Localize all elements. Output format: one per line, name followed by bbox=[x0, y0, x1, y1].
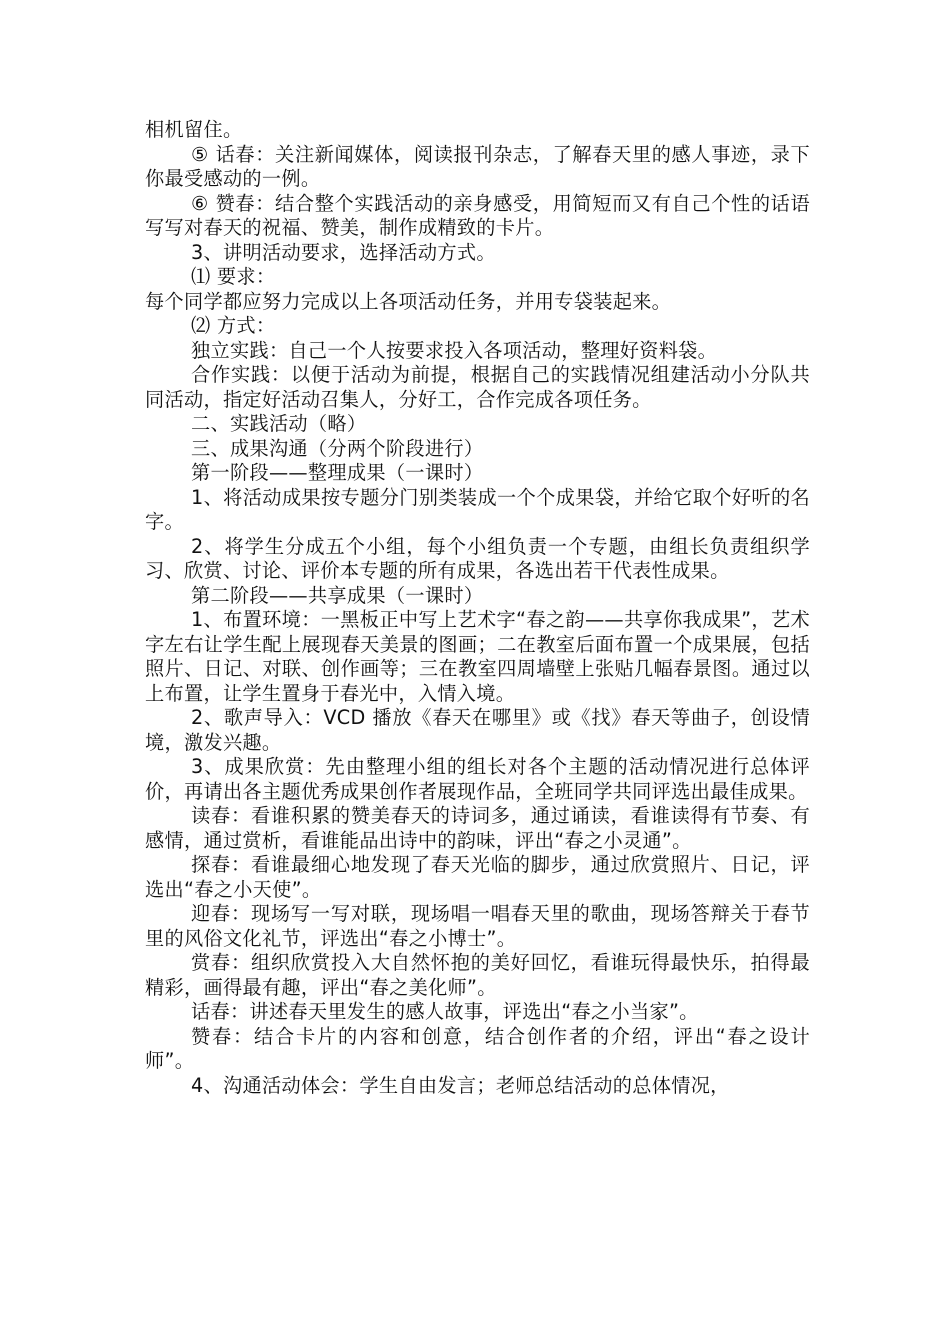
paragraph: 迎春：现场写一写对联，现场唱一唱春天里的歌曲，现场答辩关于春节里的风俗文化礼节，评选出“春之小博士”。 bbox=[145, 902, 810, 950]
paragraph: 1、将活动成果按专题分门别类装成一个个成果袋，并给它取个好听的名字。 bbox=[145, 485, 810, 533]
paragraph: 3、讲明活动要求，选择活动方式。 bbox=[191, 240, 496, 264]
paragraph: 每个同学都应努力完成以上各项活动任务，并用专袋装起来。 bbox=[145, 289, 672, 313]
paragraph: 2、歌声导入：VCD 播放《春天在哪里》或《找》春天等曲子，创设情境，激发兴趣。 bbox=[145, 706, 810, 754]
paragraph: 独立实践：自己一个人按要求投入各项活动，整理好资料袋。 bbox=[191, 338, 718, 362]
paragraph: 读春：看谁积累的赞美春天的诗词多，通过诵读，看谁读得有节奏、有感情，通过赏析，看谁能品出诗中的韵味，评出“春之小灵通”。 bbox=[145, 804, 810, 852]
paragraph: 1、布置环境：一黑板正中写上艺术字“春之韵——共享你我成果”，艺术字左右让学生配上展现春天美景的图画；二在教室后面布置一个成果展，包括照片、日记、对联、创作画等；三在教室四周墙壁上张贴几幅春景图。通过以上布置，让学生置身于春光中，入情入境。 bbox=[145, 608, 810, 705]
paragraph: ⑴ 要求： bbox=[191, 265, 276, 288]
section-heading: 二、实践活动（略） bbox=[191, 412, 367, 435]
paragraph: 探春：看谁最细心地发现了春天光临的脚步，通过欣赏照片、日记，评选出“春之小天使”。 bbox=[145, 853, 810, 901]
paragraph: ⑥ 赞春：结合整个实践活动的亲身感受，用简短而又有自己个性的话语写写对春天的祝福、赞美，制作成精致的卡片。 bbox=[145, 191, 810, 239]
paragraph: 相机留住。 bbox=[145, 118, 243, 141]
paragraph: 话春：讲述春天里发生的感人故事，评选出“春之小当家”。 bbox=[191, 1000, 699, 1023]
paragraph: 3、成果欣赏：先由整理小组的组长对各个主题的活动情况进行总体评价，再请出各主题优秀成果创作者展现作品，全班同学共同评选出最佳成果。 bbox=[145, 755, 810, 803]
paragraph: 合作实践：以便于活动为前提，根据自己的实践情况组建活动小分队共同活动，指定好活动召集人，分好工，合作完成各项任务。 bbox=[145, 363, 810, 411]
document-body bbox=[145, 118, 810, 1098]
paragraph: ⑤ 话春：关注新闻媒体，阅读报刊杂志，了解春天里的感人事迹，录下你最受感动的一例。 bbox=[145, 142, 810, 190]
stage-heading: 第一阶段——整理成果（一课时） bbox=[191, 461, 484, 484]
paragraph: 赏春：组织欣赏投入大自然怀抱的美好回忆，看谁玩得最快乐，拍得最精彩，画得最有趣，评出“春之美化师”。 bbox=[145, 951, 810, 999]
paragraph: 赞春：结合卡片的内容和创意，结合创作者的介绍，评出“春之设计师”。 bbox=[145, 1024, 810, 1072]
paragraph: 4、沟通活动体会：学生自由发言；老师总结活动的总体情况， bbox=[191, 1073, 730, 1097]
paragraph: 2、将学生分成五个小组，每个小组负责一个专题，由组长负责组织学习、欣赏、讨论、评价本专题的所有成果，各选出若干代表性成果。 bbox=[145, 534, 810, 582]
section-heading: 三、成果沟通（分两个阶段进行） bbox=[191, 436, 484, 460]
paragraph: ⑵ 方式： bbox=[191, 314, 276, 337]
stage-heading: 第二阶段——共享成果（一课时） bbox=[191, 583, 484, 607]
